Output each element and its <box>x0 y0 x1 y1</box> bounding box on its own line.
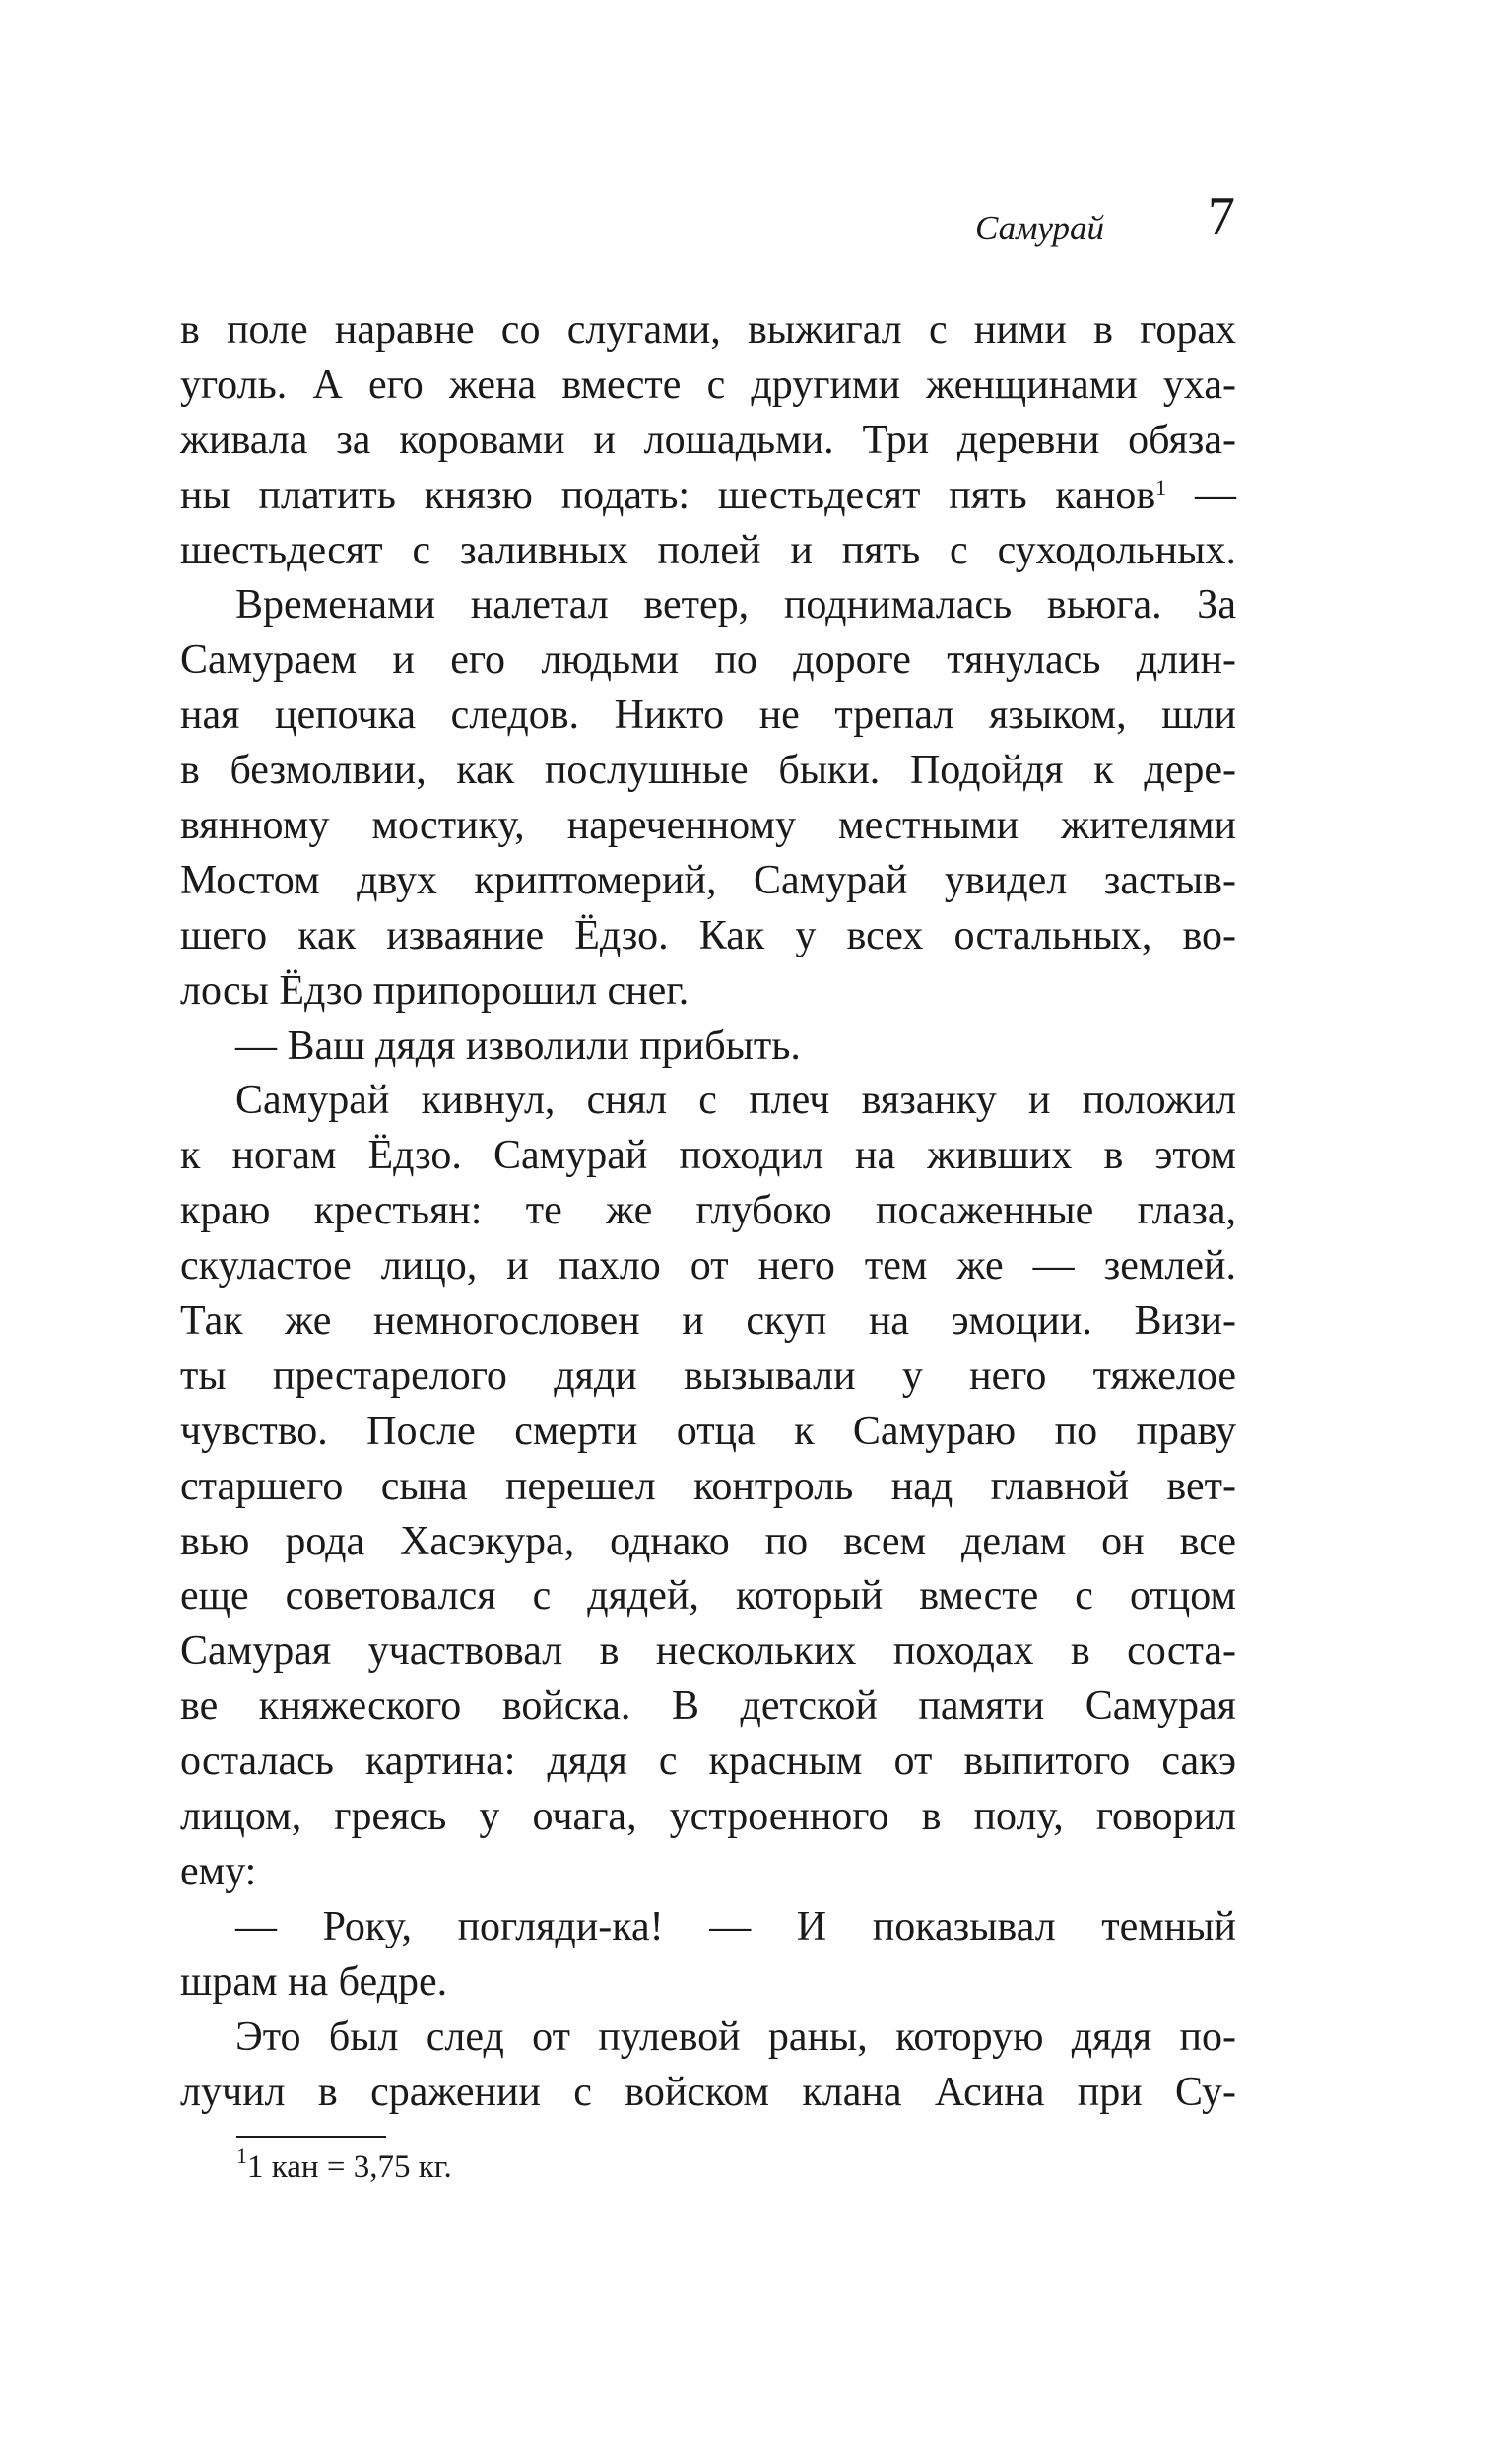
text-line: ве княжеского войска. В детской памяти Самурая <box>180 1684 1236 1730</box>
text-line-dash: — <box>1166 472 1236 518</box>
text-line: ты престарелого дяди вызывали у него тяжелое <box>180 1353 1236 1399</box>
text-line: осталась картина: дядя с красным от выпитого сакэ <box>180 1739 1236 1785</box>
text-line: еще советовался с дядей, который вместе с отцом <box>180 1573 1236 1619</box>
text-line-paragraph-end: лосы Ёдзо припорошил снег. <box>180 967 690 1014</box>
body-text <box>180 303 1236 2120</box>
footnote-text: 1 кан = 3,75 кг. <box>247 2149 452 2185</box>
text-line: в поле наравне со слугами, выжигал с ними в горах <box>180 307 1236 353</box>
text-line: вью рода Хасэкура, однако по всем делам он все <box>180 1518 1236 1564</box>
footnote <box>236 2144 452 2187</box>
dialogue-line: — Року, погляди-ка! — И показывал темный <box>235 1903 1236 1949</box>
running-title: Самурай <box>975 209 1104 247</box>
text-line: в безмолвии, как послушные быки. Подойдя к дере- <box>180 748 1236 794</box>
page-number: 7 <box>1208 186 1235 247</box>
text-line: шестьдесят с заливных полей и пять с суходольных. <box>180 527 1236 573</box>
text-line: живала за коровами и лошадьми. Три деревни обяза- <box>180 417 1236 463</box>
text-line: лицом, греясь у очага, устроенного в полу, говорил <box>180 1794 1236 1840</box>
footnote-marker: 1 <box>236 2144 247 2168</box>
text-line: лучил в сражении с войском клана Асина при Су- <box>180 2069 1236 2115</box>
text-line: Самурая участвовал в нескольких походах в соста- <box>180 1628 1236 1675</box>
text-line: старшего сына перешел контроль над главной вет- <box>180 1463 1236 1509</box>
text-line: скуластое лицо, и пахло от него тем же — землей. <box>180 1243 1236 1289</box>
text-line: краю крестьян: те же глубоко посаженные глаза, <box>180 1188 1236 1234</box>
text-line: уголь. А его жена вместе с другими женщинами уха- <box>180 362 1236 408</box>
text-line-paragraph-end: шрам на бедре. <box>180 1958 448 2005</box>
text-line-paragraph-start: Временами налетал ветер, поднималась вьюга. За <box>235 582 1236 628</box>
text-line: Самураем и его людьми по дороге тянулась длин- <box>180 637 1236 684</box>
text-line: ная цепочка следов. Никто не трепал языком, шли <box>180 693 1236 739</box>
text-line: шего как изваяние Ёдзо. Как у всех остальных, во- <box>180 912 1236 958</box>
text-line-content: ны платить князю подать: шестьдесят пять канов <box>180 472 1156 518</box>
text-line: Мостом двух криптомерий, Самурай увидел застыв- <box>180 857 1236 903</box>
page-header <box>0 185 1512 264</box>
text-line-paragraph-start: Это был след от пулевой раны, которую дядя по- <box>235 2014 1236 2060</box>
text-line: к ногам Ёдзо. Самурай походил на живших в этом <box>180 1133 1236 1179</box>
text-line-with-footnote <box>180 469 1236 524</box>
text-line: чувство. После смерти отца к Самураю по праву <box>180 1408 1236 1454</box>
dialogue-line: — Ваш дядя изволили прибыть. <box>235 1023 801 1069</box>
text-line: вянному мостику, нареченному местными жителями <box>180 803 1236 849</box>
footnote-divider <box>236 2136 386 2138</box>
text-line: Так же немногословен и скуп на эмоции. Визи- <box>180 1298 1236 1345</box>
text-line-paragraph-end: ему: <box>180 1848 257 1894</box>
footnote-reference[interactable]: 1 <box>1155 474 1167 499</box>
text-line-paragraph-start: Самурай кивнул, снял с плеч вязанку и положил <box>235 1078 1236 1124</box>
